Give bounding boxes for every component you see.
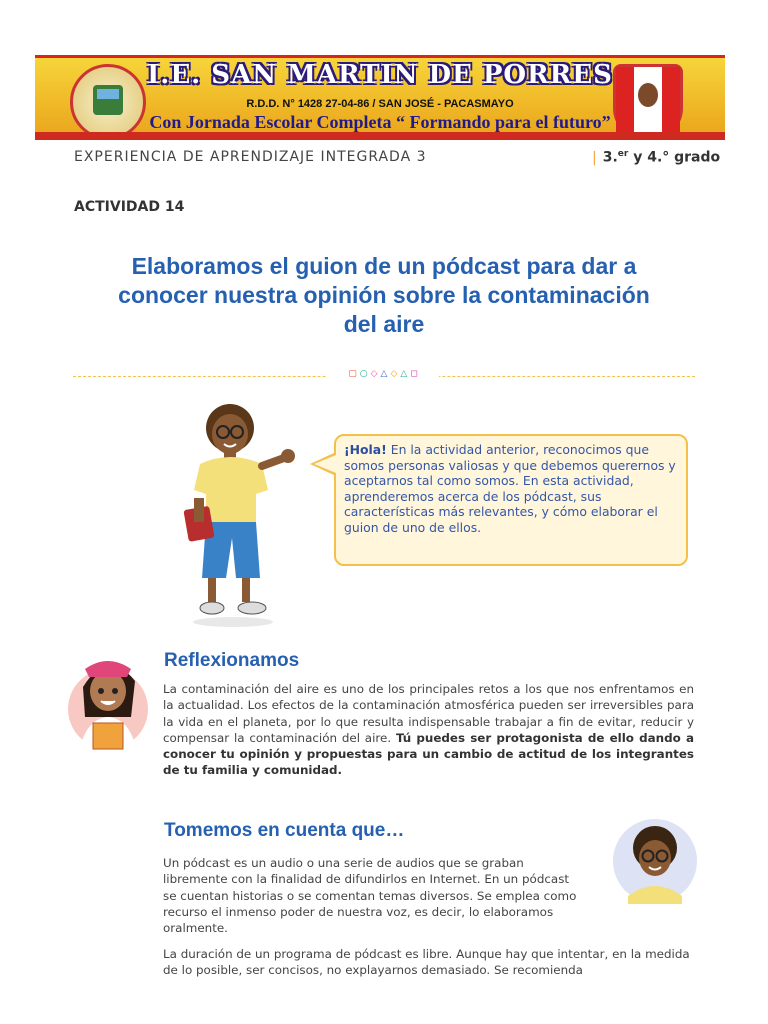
page-title: Elaboramos el guion de un pódcast para dar a conocer nuestra opinión sobre la contaminación del aire (118, 253, 650, 337)
divider-ornament: ▢ ○ ◇ △ ◇ △ ◻ (327, 369, 439, 383)
boy-portrait-icon (612, 818, 698, 904)
school-name: I.E. SAN MARTIN DE PORRES (147, 60, 613, 90)
reflexionamos-paragraph: La contaminación del aire es uno de los principales retos a los que nos enfrentamos en la actualidad. Los efectos de la contaminación atmosférica pueden ser irreversibles para la vida en el planeta, por lo que resulta indispensable trabajar a fin de evitar, reducir y compensar la contaminación del aire. Tú puedes ser protagonista de ello dando a conocer tu opinión y propuestas para un cambio de actitud de los integrantes de tu familia y comunidad. (163, 682, 695, 778)
reflexionamos-heading: Reflexionamos (164, 650, 300, 671)
speech-text: En la actividad anterior, reconocimos que somos personas valiosas y que debemos querernos y aceptarnos tal como somos. En esta actividad, aprenderemos acerca de los pódcast, sus características más relevantes, y cómo elaborar el guion de uno de ellos. (344, 442, 676, 535)
rdd-line: R.D.D. N° 1428 27-04-86 / SAN JOSÉ - PACASMAYO (246, 98, 514, 110)
header-banner (35, 55, 725, 140)
school-crest-icon (613, 64, 683, 140)
tomemos-heading: Tomemos en cuenta que… (164, 820, 405, 841)
activity-label: ACTIVIDAD 14 (74, 199, 185, 215)
experience-label: EXPERIENCIA DE APRENDIZAJE INTEGRADA 3 (74, 149, 427, 165)
school-motto: Con Jornada Escolar Completa “ Formando para el futuro” (149, 112, 611, 132)
boy-illustration-icon (178, 398, 308, 628)
tomemos-paragraph-1: Un pódcast es un audio o una serie de audios que se graban libremente con la finalidad de difundirlos en Internet. En un pódcast se cuentan historias o se comentan temas diversos. Se emplea como recurso el inmenso poder de nuestra voz, es decir, lo elaboramos oralmente. (163, 856, 577, 936)
speech-bubble (334, 434, 688, 566)
speech-bubble-tail-fill (314, 455, 336, 473)
tomemos-paragraph-2: La duración de un programa de pódcast es libre. Aunque hay que intentar, en la medida de lo posible, ser concisos, no explayarnos demasiado. Se recomienda (163, 947, 690, 978)
greeting: ¡Hola! (344, 442, 387, 457)
grade-label: | 3.$^{er}$ y 4.° grado (592, 149, 721, 166)
girl-illustration-icon (65, 647, 151, 753)
